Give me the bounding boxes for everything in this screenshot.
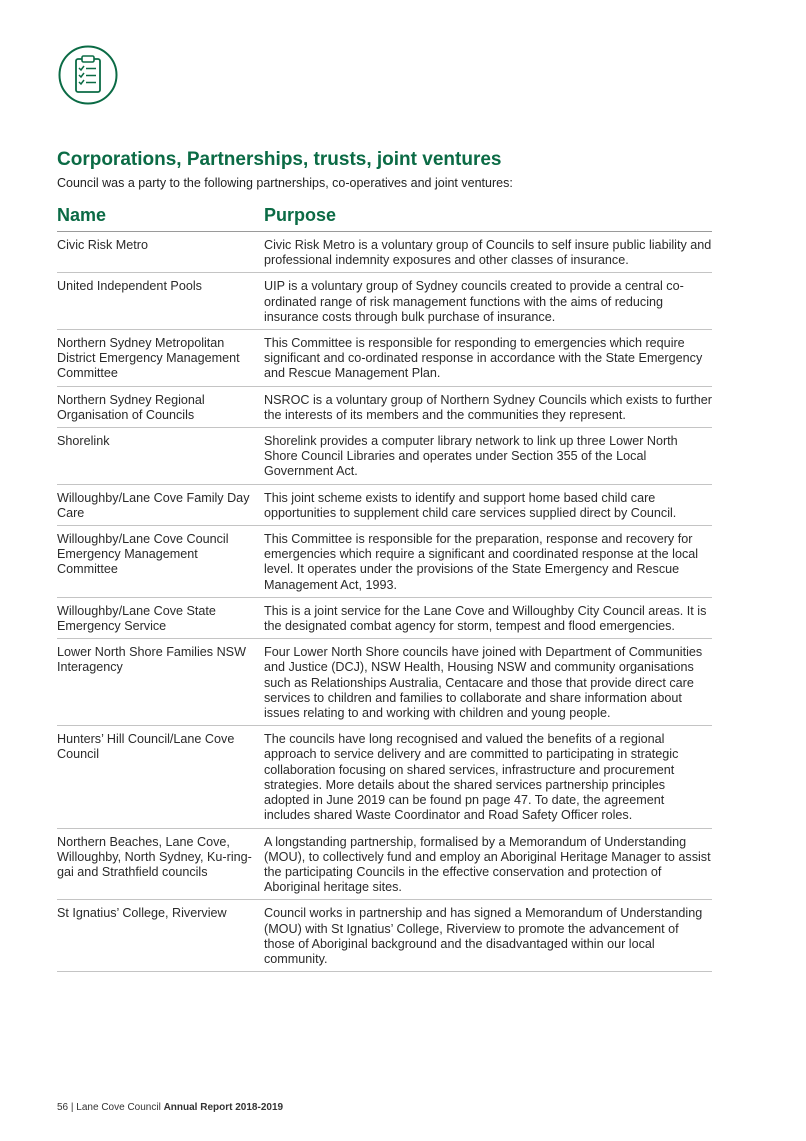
partner-name: Shorelink — [57, 428, 262, 485]
table-row — [57, 526, 712, 598]
table-row — [57, 484, 712, 525]
partner-purpose: Shorelink provides a computer library network to link up three Lower North Shore Council Libraries and operates under Section 355 of the Local Government Act. — [262, 428, 712, 485]
partner-purpose: This Committee is responsible for responding to emergencies which require significant and co-ordinated response in accordance with the State Emergency and Rescue Management Plan. — [262, 330, 712, 387]
partner-name: St Ignatius’ College, Riverview — [57, 900, 262, 972]
footer-report-title: Annual Report 2018-2019 — [163, 1102, 284, 1113]
partner-purpose: A longstanding partnership, formalised by a Memorandum of Understanding (MOU), to collectively fund and employ an Aboriginal Heritage Manager to assist the participating Councils in the effective conservation and protection of Aboriginal heritage sites. — [262, 828, 712, 900]
partner-purpose: UIP is a voluntary group of Sydney councils created to provide a central co-ordinated range of risk management functions with the aims of reducing insurance costs through bulk purchase of insurance. — [262, 273, 712, 330]
partner-name: Willoughby/Lane Cove State Emergency Service — [57, 597, 262, 638]
partner-purpose: Four Lower North Shore councils have joined with Department of Communities and Justice (DCJ), NSW Health, Housing NSW and community organisations such as Relationships Australia, Centacare and those that provide direct care services to children and families to collaborate and share information about issues relating to and working with children and young people. — [262, 639, 712, 726]
partner-name: Civic Risk Metro — [57, 232, 262, 273]
table-row — [57, 900, 712, 972]
table-row — [57, 726, 712, 828]
table-row — [57, 330, 712, 387]
page-footer — [57, 1102, 283, 1113]
partner-purpose: Civic Risk Metro is a voluntary group of Councils to self insure public liability and professional indemnity exposures and other classes of insurance. — [262, 232, 712, 273]
name-column-header: Name — [57, 205, 262, 232]
table-row — [57, 828, 712, 900]
partner-name: Hunters’ Hill Council/Lane Cove Council — [57, 726, 262, 828]
table-row — [57, 273, 712, 330]
partner-purpose: This is a joint service for the Lane Cove and Willoughby City Council areas. It is the designated combat agency for storm, tempest and flood emergencies. — [262, 597, 712, 638]
partner-purpose: The councils have long recognised and valued the benefits of a regional approach to service delivery and are committed to participating in strategic collaboration focusing on shared services, infrastructure and procurement strategies. More details about the shared services partnership principles adopted in June 2019 can be found pn page 47. To date, the agreement includes shared Waste Coordinator and Road Safety Officer roles. — [262, 726, 712, 828]
partner-purpose: Council works in partnership and has signed a Memorandum of Understanding (MOU) with St Ignatius’ College, Riverview to promote the advancement of those of Aboriginal background and the disadvantaged within our local community. — [262, 900, 712, 972]
partner-name: United Independent Pools — [57, 273, 262, 330]
page-number: 56 — [57, 1102, 69, 1113]
partner-purpose: This Committee is responsible for the preparation, response and recovery for emergencies which require a significant and coordinated response at the local level. It operates under the provisions of the State Emergency and Rescue Management Act, 1993. — [262, 526, 712, 598]
partner-name: Northern Beaches, Lane Cove, Willoughby, North Sydney, Ku-ring-gai and Strathfield councils — [57, 828, 262, 900]
footer-separator: | — [70, 1102, 74, 1113]
partner-name: Willoughby/Lane Cove Council Emergency Management Committee — [57, 526, 262, 598]
partner-name: Lower North Shore Families NSW Interagency — [57, 639, 262, 726]
partner-purpose: This joint scheme exists to identify and support home based child care opportunities to supplement child care services supplied direct by Council. — [262, 484, 712, 525]
table-row — [57, 386, 712, 427]
section-title: Corporations, Partnerships, trusts, joint ventures — [57, 149, 502, 170]
partner-purpose: NSROC is a voluntary group of Northern Sydney Councils which exists to further the interests of its members and the communities they represent. — [262, 386, 712, 427]
partner-name: Northern Sydney Metropolitan District Emergency Management Committee — [57, 330, 262, 387]
table-row — [57, 428, 712, 485]
partner-name: Willoughby/Lane Cove Family Day Care — [57, 484, 262, 525]
table-row — [57, 639, 712, 726]
partner-name: Northern Sydney Regional Organisation of Councils — [57, 386, 262, 427]
table-row — [57, 597, 712, 638]
purpose-column-header: Purpose — [262, 205, 712, 232]
section-intro: Council was a party to the following partnerships, co-operatives and joint ventures: — [57, 176, 513, 190]
table-header-row — [57, 205, 712, 232]
clipboard-checklist-icon — [58, 45, 118, 105]
partnerships-table — [57, 205, 712, 972]
footer-org: Lane Cove Council — [76, 1102, 161, 1113]
table-row — [57, 232, 712, 273]
